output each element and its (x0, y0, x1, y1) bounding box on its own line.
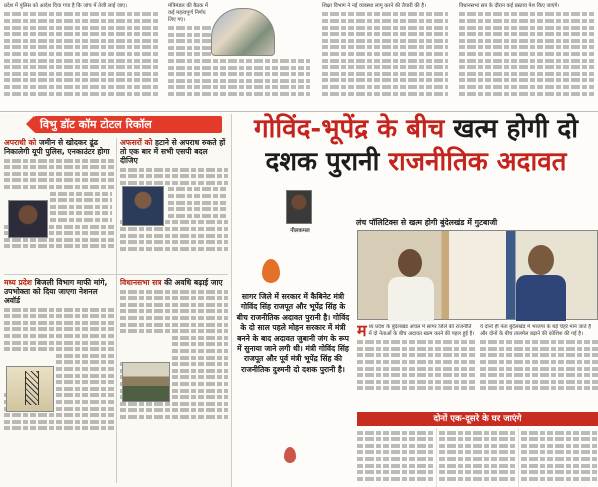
story-assembly-session (120, 278, 228, 483)
headline-red: राजनीतिक अदावत (388, 147, 567, 177)
headline-dark-part: की अवधि बढ़ाई जाए (164, 278, 223, 287)
story-headline (120, 278, 228, 287)
official-photo (122, 186, 164, 226)
story-headline (4, 138, 114, 156)
story-electricity-award (4, 278, 114, 483)
body-lead-2: ये दोनों ही नेता बुंदेलखंड में भाजपा के बड़े चेहरे माने जाते हैं और दोनों के बीच तालमेल बढ़ाने की कोशिश की गई है। (480, 324, 591, 337)
brand-drop-icon (284, 447, 296, 463)
person-left (388, 277, 434, 321)
story-headline (120, 138, 228, 165)
headline-dark-part: जमीन से खोदकर ढूंढ निकालेगी यूपी पुलिस, एनकाउंटर होगा (4, 138, 110, 156)
story-body (357, 324, 598, 410)
headline-dark-part: बिजली विभाग माफी मांगे, उपभोक्ता को दिया जाएगा नेशनल अवॉर्ड (4, 278, 108, 305)
drop-cap: म (357, 324, 367, 340)
column-divider (116, 138, 117, 483)
top-article-text-3: शिक्षा विभाग ने नई व्यवस्था लागू करने की तैयारी की है। (322, 3, 427, 9)
column-divider (436, 428, 437, 487)
top-meeting-photo (211, 8, 275, 56)
headline-red-part: अपराधी को (4, 138, 37, 147)
official-photo (8, 200, 48, 238)
reporter-name: नीलकमल (290, 228, 310, 234)
headline-dark: दशक पुरानी (265, 147, 380, 177)
top-article-column-4 (455, 0, 598, 110)
assembly-building-photo (122, 362, 170, 402)
main-headline-line-1 (234, 114, 598, 144)
sub-story-column-3 (521, 428, 598, 487)
top-article-column-3 (318, 0, 452, 110)
person-right (516, 275, 566, 321)
sub-story-body (357, 428, 598, 487)
section-divider (4, 274, 228, 275)
story-body-column-2 (480, 324, 598, 410)
main-story-photo (357, 230, 598, 320)
top-article-text-4: विधानसभा सत्र के दौरान कई प्रस्ताव पेश किए जाएंगे। (459, 3, 560, 9)
story-officer-transfer (120, 138, 228, 270)
sub-headline-bar: दोनों एक-दूसरे के घर जाएंगे (357, 412, 598, 426)
column-divider (518, 428, 519, 487)
headline-red-part: अफसरों को (120, 138, 153, 147)
top-article-text-2: मंत्रिमंडल की बैठक में कई महत्वपूर्ण निर्णय लिए गए। (168, 3, 209, 23)
headline-red-part: मध्य प्रदेश (4, 278, 32, 287)
person-right-face (528, 245, 554, 275)
top-article-column-1 (0, 0, 162, 110)
person-left-face (398, 249, 422, 277)
top-news-strip (0, 0, 598, 112)
vibhu-dot-com-section (0, 114, 232, 487)
body-lead-1: ध्य प्रदेश के बुंदेलखंड अंचल में सागर जिले की राजनीति में दो नेताओं के बीच अदावत खत्म करने की पहल हुई है। (368, 324, 475, 337)
power-tower-photo (6, 366, 54, 412)
headline-dark: खत्म होगी दो (453, 114, 578, 144)
main-story (234, 114, 598, 487)
story-kicker: लंच पॉलिटिक्स से खत्म होगी बुंदेलखंड में गुटबाजी (356, 218, 498, 227)
sub-story-column-1 (357, 428, 434, 487)
top-article-text-1: प्रदेश में पुलिस को आदेश दिया गया है कि जांच में तेजी लाई जाए। (4, 3, 127, 9)
section-header: विभु डॉट कॉम टोटल रिकॉल (34, 116, 222, 133)
story-headline (4, 278, 114, 305)
headline-red-part: विधानसभा सत्र (120, 278, 162, 287)
reporter-photo (286, 190, 312, 224)
main-headline-line-2 (234, 147, 598, 177)
sub-story-column-2 (439, 428, 516, 487)
brand-drop-icon (262, 259, 280, 283)
story-body-column-1 (357, 324, 475, 410)
headline-dark-part: हटाने से अपराध रुकते हों तो एक बार में सभी एसपी बदल दीजिए (120, 138, 226, 165)
story-police-encounter (4, 138, 114, 270)
story-summary: सागर जिले में सरकार में कैबिनेट मंत्री गोविंद सिंह राजपूत और भूपेंद्र सिंह के बीच राजनीतिक अदावत पुरानी है। गोविंद के दो साल पहले मोहन सरकार में मंत्री बनने के बाद अदावत जुबानी जंग के रूप में सुनाया जाने लगी थी। मंत्री गोविंद सिंह राजपूत और पूर्व मंत्री भूपेंद्र सिंह की राजनीतिक दुश्मनी दो दशक पुरानी है। (236, 292, 350, 374)
headline-red: गोविंद-भूपेंद्र के बीच (254, 114, 445, 144)
